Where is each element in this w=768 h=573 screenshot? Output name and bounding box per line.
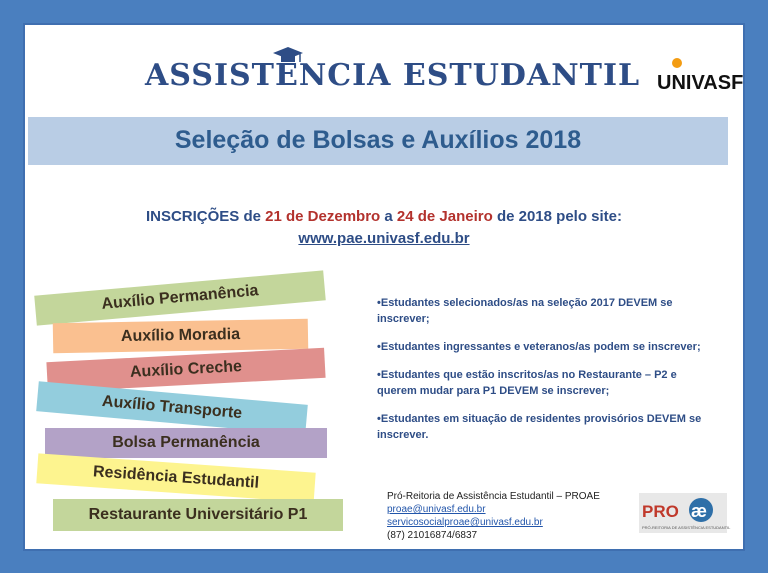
banner [28, 117, 728, 165]
poster [23, 23, 745, 551]
program-auxilio-transporte [36, 381, 308, 434]
registration-date-start: 21 de Dezembro [265, 208, 381, 225]
program-label: Auxílio Moradia [120, 325, 241, 346]
proae-logo-ae: æ [691, 501, 708, 521]
contact-email-link[interactable]: proae@univasf.edu.br [387, 504, 486, 515]
program-label: Restaurante Universitário P1 [88, 506, 308, 523]
note-item: •Estudantes em situação de residentes provisórios DEVEM se inscrever. [377, 413, 702, 441]
program-auxilio-permanencia [34, 270, 326, 325]
program-label: Auxílio Transporte [101, 392, 243, 423]
contact-info [387, 490, 600, 542]
univasf-logo-text: UNIVASF [657, 72, 744, 94]
registration-suffix: de 2018 pelo site: [492, 208, 623, 225]
program-restaurante-universitario [53, 499, 343, 531]
page-title: ASSISTÊNCIA ESTUDANTIL [145, 58, 641, 93]
registration-prefix: INSCRIÇÕES de [145, 208, 266, 225]
proae-logo-text: PRO [642, 502, 679, 521]
contact-phone: (87) 21016874/6837 [387, 530, 478, 541]
program-label: Auxílio Creche [129, 358, 243, 381]
registration-date-end: 24 de Janeiro [396, 208, 493, 225]
note-item: •Estudantes selecionados/as na seleção 2017 DEVEM se inscrever; [377, 297, 673, 325]
proae-logo [639, 493, 731, 533]
note-item: •Estudantes que estão inscritos/as no Restaurante – P2 e querem mudar para P1 DEVEM se inscrever; [377, 369, 677, 397]
program-residencia-estudantil [36, 453, 315, 502]
univasf-logo [655, 57, 744, 97]
note-item: •Estudantes ingressantes e veteranos/as podem se inscrever; [377, 341, 701, 353]
proae-logo-subtitle: PRÓ-REITORIA DE ASSISTÊNCIA ESTUDANTIL [642, 525, 731, 530]
program-label: Auxílio Permanência [100, 282, 260, 313]
contact-email-social-link[interactable]: servicosocialproae@univasf.edu.br [387, 517, 543, 528]
registration-site-link[interactable]: www.pae.univasf.edu.br [298, 230, 470, 247]
program-label: Residência Estudantil [92, 463, 260, 492]
program-auxilio-moradia [53, 319, 308, 353]
banner-title: Seleção de Bolsas e Auxílios 2018 [174, 126, 582, 154]
eligibility-notes [377, 295, 712, 455]
contact-org: Pró-Reitoria de Assistência Estudantil – PROAE [387, 491, 600, 502]
program-label: Bolsa Permanência [112, 434, 260, 451]
program-bolsa-permanencia [45, 428, 327, 458]
registration-info [25, 208, 743, 225]
registration-middle: a [380, 208, 397, 225]
